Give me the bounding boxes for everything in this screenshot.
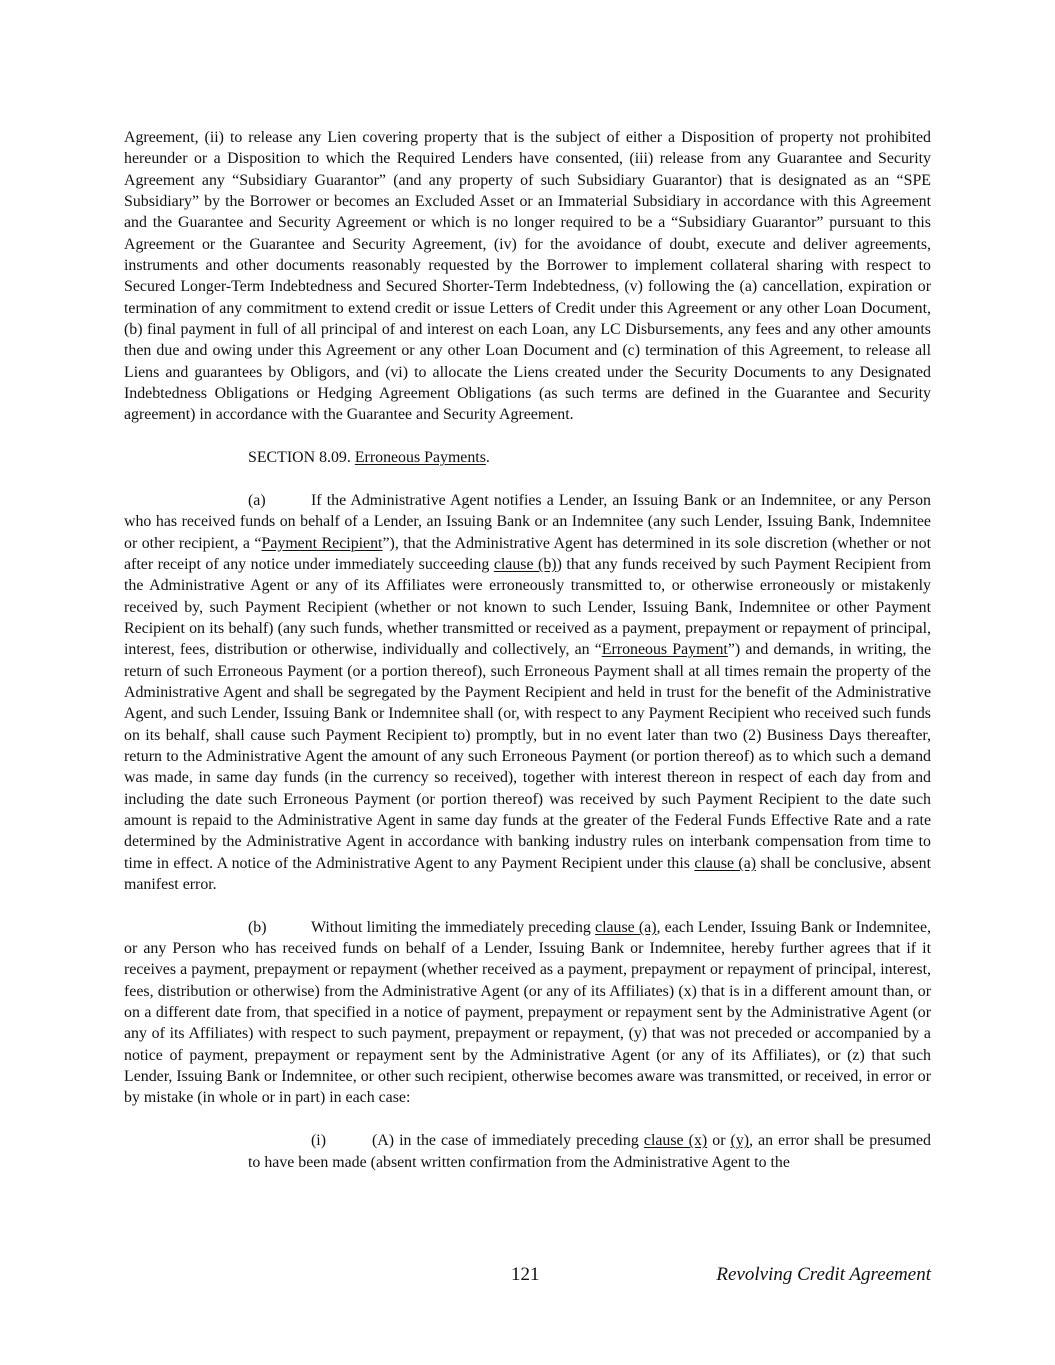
text-segment: Agreement, (ii) to release any Lien covering property that is the subject of either a Disposition of property not prohibited hereunder or a Disposition to which the Required Lenders have consented, (iii) release from any Guarantee and Security Agreement any “Subsidiary Guarantor” (and any property of such Subsidiary Guarantor) that is designated as an “SPE Subsidiary” by the Borrower or becomes an Excluded Asset or an Immaterial Subsidiary in accordance with this Agreement and the Guarantee and Security Agreement or which is no longer required to be a “Subsidiary Guarantor” pursuant to this Agreement or the Guarantee and Security Agreement, (iv) for the avoidance of doubt, execute and deliver agreements, instruments and other documents reasonably requested by the Borrower to implement collateral sharing with respect to Secured Longer-Term Indebtedness and Secured Shorter-Term Indebtedness, (v) following the (a) cancellation, expiration or termination of any commitment to extend credit or issue Letters of Credit under this Agreement or any other Loan Document, (b) final payment in full of all principal of and interest on each Loan, any LC Disbursements, any fees and any other amounts then due and owing under this Agreement or any other Loan Document and (c) termination of this Agreement, to release all Liens and guarantees by Obligors, and (vi) to allocate the Liens created under the Security Documents to any Designated Indebtedness Obligations or Hedging Agreement Obligations (as such terms are defined in the Guarantee and Security agreement) in accordance with the Guarantee and Security Agreement.: [124, 129, 931, 424]
text-segment: (A) in the case of immediately preceding: [372, 1132, 644, 1150]
text-segment: If the Administrative Agent notifies a Lender, an Issuing Bank or an Indemnitee, or any Person who has received funds on behalf of a Lender, an Issuing Bank or an Indemnitee (any such Lender, Issuing Bank, Indemnitee or other recipient, a “: [124, 491, 931, 552]
text-segment: shall be conclusive, absent manifest error.: [124, 854, 932, 894]
text-segment: , each Lender, Issuing Bank or Indemnitee, or any Person who has received funds on behalf of a Lender, Issuing Bank or Indemnitee, hereby further agrees that if it receives a payment, prepayment or repayment (whether received as a payment, prepayment or repayment of principal, interest, fees, distribution or otherwise) from the Administrative Agent (or any of its Affiliates) (x) that is in a different amount than, or on a different date from, that specified in a notice of payment, prepayment or repayment sent by the Administrative Agent (or any of its Affiliates) with respect to such payment, prepayment or repayment, (y) that was not preceded or accompanied by a notice of payment, prepayment or repayment sent by the Administrative Agent (or any of its Affiliates), or (z) that such Lender, Issuing Bank or Indemnitee, or other such recipient, otherwise becomes aware was transmitted, or received, in error or by mistake (in whole or in part) in each case:: [124, 918, 932, 1107]
defined-term: clause (a): [694, 854, 757, 872]
document-page: [124, 127, 931, 1194]
text-segment: SECTION 8.09.: [248, 449, 355, 467]
text-segment: ”) and demands, in writing, the return of such Erroneous Payment (or a portion thereof), such Erroneous Payment shall at all times remain the property of the Administrative Agent and shall be segregated by the Payment Recipient and held in trust for the benefit of the Administrative Agent, and such Lender, Issuing Bank or Indemnitee shall (or, with respect to any Payment Recipient who received such funds on its behalf, shall cause such Payment Recipient to) promptly, but in no event later than two (2) Business Days thereafter, return to the Administrative Agent the amount of any such Erroneous Payment (or portion thereof) as to which such a demand was made, in same day funds (in the currency so received), together with interest thereon in respect of each day from and including the date such Erroneous Payment (or portion thereof) was received by such Payment Recipient to the date such amount is repaid to the Administrative Agent in same day funds at the greater of the Federal Funds Effective Rate and a rate determined by the Administrative Agent in accordance with banking industry rules on interbank compensation from time to time in effect. A notice of the Administrative Agent to any Payment Recipient under this: [124, 641, 932, 872]
paragraph: [124, 127, 931, 426]
defined-term: clause (a): [595, 918, 657, 936]
paragraph: [124, 490, 931, 896]
page-number: 121: [511, 1264, 540, 1285]
defined-term: Erroneous Payment: [601, 641, 728, 659]
defined-term: Payment Recipient: [261, 534, 383, 552]
text-segment: .: [485, 449, 490, 467]
text-segment: Without limiting the immediately preceding: [311, 918, 596, 936]
section-heading: [124, 447, 931, 468]
defined-term: (y): [730, 1132, 750, 1150]
document-title: Revolving Credit Agreement: [716, 1264, 931, 1285]
clause-number: (i): [311, 1132, 326, 1150]
defined-term: clause (b): [493, 555, 557, 573]
paragraph: [124, 917, 931, 1109]
text-segment: ”), that the Administrative Agent has determined in its sole discretion (whether or not after receipt of any notice under immediately succeeding: [124, 534, 931, 573]
defined-term: Erroneous Payments: [354, 449, 486, 467]
paragraph: [248, 1130, 931, 1173]
defined-term: clause (x): [643, 1132, 708, 1150]
text-segment: , an error shall be presumed to have been made (absent written confirmation from the Administrative Agent to the: [248, 1132, 931, 1171]
clause-number: (b): [248, 918, 267, 936]
text-segment: or: [707, 1132, 731, 1150]
clause-number: (a): [248, 491, 266, 509]
text-segment: ) that any funds received by such Payment Recipient from the Administrative Agent or any of its Affiliates were erroneously transmitted to, or otherwise erroneously or mistakenly received by, such Payment Recipient (whether or not known to such Lender, Issuing Bank, Indemnitee or other Payment Recipient on its behalf) (any such funds, whether transmitted or received as a payment, prepayment or repayment of principal, interest, fees, distribution or otherwise, individually and collectively, an “: [124, 555, 931, 659]
